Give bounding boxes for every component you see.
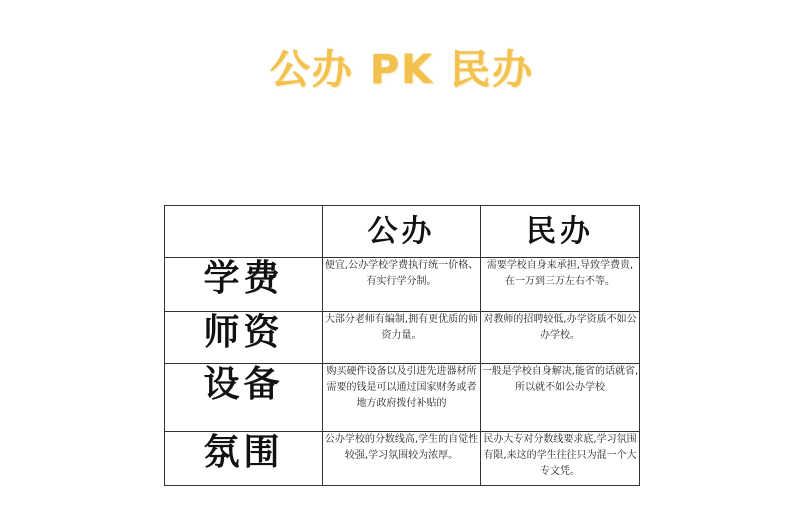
cell-public-tuition: 便宜,公办学校学费执行统一价格、有实行学分制。: [323, 258, 481, 312]
header-cell-public: 公办: [323, 206, 481, 258]
row-label-atmosphere: 氛围: [165, 432, 323, 486]
header-cell-empty: [165, 206, 323, 258]
row-label-equipment: 设备: [165, 364, 323, 432]
table-row: [165, 258, 640, 312]
cell-private-tuition: 需要学校自身来承担,导致学费贵, 在一万到三万左右不等。: [481, 258, 640, 312]
cell-private-faculty: 对教师的招聘较低,办学资质不如公办学校。: [481, 312, 640, 364]
cell-public-faculty: 大部分老师有编制,拥有更优质的师资力量。: [323, 312, 481, 364]
cell-public-atmosphere: 公办学校的分数线高,学生的自觉性较强,学习氛围较为浓厚。: [323, 432, 481, 486]
table-row: [165, 364, 640, 432]
page-title: 公办 PK 民办: [269, 47, 535, 93]
row-label-tuition: 学费: [165, 258, 323, 312]
cell-private-equipment: 一般是学校自身解决,能省的话就省,所以就不如公办学校: [481, 364, 640, 432]
row-label-faculty: 师资: [165, 312, 323, 364]
cell-public-equipment: 购买硬件设备以及引进先进器材所需要的钱是可以通过国家财务或者地方政府拨付补贴的: [323, 364, 481, 432]
cell-private-atmosphere: 民办大专对分数线要求底,学习氛围有限,来这的学生往往只为混一个大专文凭。: [481, 432, 640, 486]
table-row: [165, 312, 640, 364]
comparison-table: [164, 205, 640, 486]
header-cell-private: 民办: [481, 206, 640, 258]
table-header-row: [165, 206, 640, 258]
table-row: [165, 432, 640, 486]
